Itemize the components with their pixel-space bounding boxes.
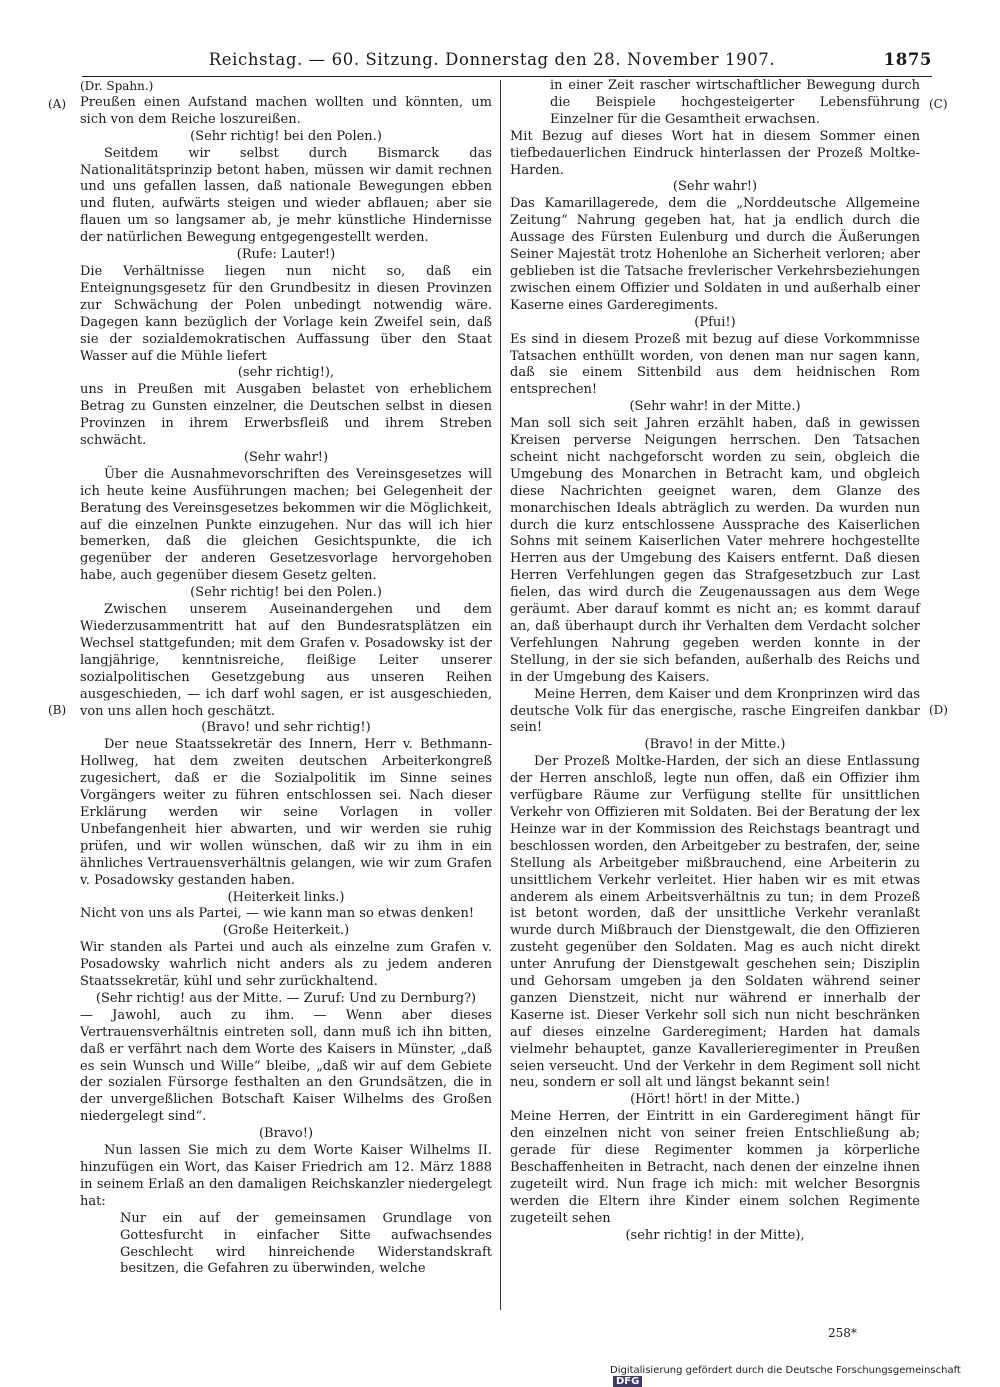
interjection: (Bravo!) <box>258 1126 314 1142</box>
quotation: Nur ein auf der gemeinsamen Grundlage von Gottesfurcht in einfacher Sitte aufwachsendes Geschlecht wird hinreichende Widerstandskraft besitzen, die Gefahren zu überwinden, welche <box>120 1210 492 1277</box>
margin-marker-a: (A) <box>48 97 67 111</box>
interjection: (Sehr wahr!) <box>243 449 329 465</box>
interjection: (Sehr richtig! bei den Polen.) <box>190 128 382 144</box>
left-column <box>80 78 492 1278</box>
paragraph: Der neue Staatssekretär des Innern, Herr v. Bethmann-Hollweg, hat dem zweiten deutschen Arbeiterkongreß zugesichert, daß er die Sozialpolitik im Sinne seines Vorgängers weiter zu führen entschlossen sei. Nach dieser Erklärung werden wir seine Vorlagen in voller Unbefangenheit hier abwarten, und wir werden sie ruhig prüfen, und wir wollen wünschen, daß wir zu ihm in ein ähnliches Vertrauensverhältnis gelangen, wie wir zum Grafen v. Posadowsky gestanden haben. <box>80 737 492 888</box>
speaker-label: (Dr. Spahn.) <box>80 79 154 93</box>
paragraph: Zwischen unserem Auseinandergehen und dem Wiederzusammentritt hat auf den Bundesratsplätzen ein Wechsel stattgefunden; mit dem Grafen v. Posadowsky ist der langjährige, kenntnisreiche, fleißige Leiter unserer sozialpolitischen Gesetzgebung aus unseren Reihen ausgeschieden, — ich darf wohl sagen, er ist ausgeschieden, von uns allen hoch geschätzt. <box>80 602 492 719</box>
funding-note: Digitalisierung gefördert durch die Deutsche Forschungsgemeinschaft <box>610 1365 961 1376</box>
dfg-logo-icon: DFG <box>613 1376 642 1387</box>
interjection: (sehr richtig! in der Mitte), <box>625 1227 805 1243</box>
page-header <box>52 50 932 78</box>
paragraph: Meine Herren, dem Kaiser und dem Kronprinzen wird das deutsche Volk für das energische, rasche Eingreifen dankbar sein! <box>510 686 920 736</box>
paragraph: Preußen einen Aufstand machen wollten und könnten, um sich von dem Reiche loszureißen. <box>80 94 492 127</box>
interjection: (Große Heiterkeit.) <box>222 923 350 939</box>
paragraph: Wir standen als Partei und auch als einzelne zum Grafen v. Posadowsky wahrlich nicht anders als zu jedem anderen Staatssekretär, kühl und sehr zurückhaltend. <box>80 940 492 990</box>
margin-marker-d: (D) <box>929 703 948 717</box>
interjection: (Hört! hört! in der Mitte.) <box>630 1092 800 1108</box>
paragraph: uns in Preußen mit Ausgaben belastet von erheblichem Betrag zu Gunsten einzelner, die Deutschen selbst in diesen Provinzen in ihrem Erwerbsfleiß und ihrem Streben schwächt. <box>80 382 492 449</box>
interjection: (Pfui!) <box>694 314 736 330</box>
paragraph: Nicht von uns als Partei, — wie kann man so etwas denken! <box>80 906 475 922</box>
column-divider <box>500 80 501 1310</box>
right-column <box>510 78 920 1245</box>
interjection: (Rufe: Lauter!) <box>236 247 336 263</box>
footer <box>610 1365 990 1387</box>
paragraph: Mit Bezug auf dieses Wort hat in diesem Sommer einen tiefbedauerlichen Eindruck hinterlassen der Prozeß Moltke-Harden. <box>510 128 920 178</box>
running-title: Reichstag. — 60. Sitzung. Donnerstag den 28. November 1907. <box>208 50 776 69</box>
page-number: 1875 <box>883 50 932 69</box>
paragraph: Die Verhältnisse liegen nun nicht so, daß ein Enteignungsgesetz für den Grundbesitz in diesen Provinzen zur Schwächung der Polen unbedingt notwendig wäre. Dagegen kann bezüglich der Vorlage kein Zweifel sein, daß sie der sozialdemokratischen Auffassung über den Staat Wasser auf die Mühle liefert <box>80 263 492 364</box>
paragraph: Nun lassen Sie mich zu dem Worte Kaiser Wilhelms II. hinzufügen ein Wort, das Kaiser Friedrich am 12. März 1888 in seinem Erlaß an den damaligen Reichskanzler niedergelegt hat: <box>80 1143 492 1209</box>
paragraph: Das Kamarillagerede, dem die „Norddeutsche Allgemeine Zeitung“ Nahrung gegeben hat, hat ja endlich durch die Aussage des Fürsten Eulenburg und durch die Äußerungen Seiner Majestät trotz Hohenlohe an Sicherheit verloren; aber geblieben ist die Tatsache frevlerischer Verkehrsbeziehungen zwischen einem Offizier und Soldaten in und außerhalb einer Kaserne eines Garderegiments. <box>510 196 920 313</box>
paragraph: Man soll sich seit Jahren erzählt haben, daß in gewissen Kreisen perverse Neigungen herrschen. Den Tatsachen scheint nicht nachgeforscht worden zu sein, obgleich die Umgebung des Monarchen in Betracht kam, und obgleich diese Nachrichten geeignet waren, dem Glanze des monarchischen Ideals abträglich zu werden. Da wurden nun durch die kurz entschlossene Aussprache des Kaiserlichen Sohns mit seinem Kaiserlichen Vater mehrere hochgestellte Herren aus der Umgebung des Kaisers entfernt. Daß diesen Herren Verfehlungen gegen das Strafgesetzbuch zur Last fielen, das wird durch die Zeugenaussagen aus dem Wege geräumt. Aber darauf kommt es nicht an; es kommt darauf an, daß überhaupt durch ihr Verhalten dem Verdacht solcher Verfehlungen Nahrung gegeben werden konnte in der Stellung, in der sie sich befanden, außerhalb des Reichs und in der Umgebung des Kaisers. <box>510 416 920 685</box>
signature-mark: 258* <box>828 1326 857 1340</box>
paragraph: Seitdem wir selbst durch Bismarck das Nationalitätsprinzip betont haben, müssen wir damit rechnen und uns gefallen lassen, daß nationale Bewegungen ebben und fluten, aufwärts steigen und wieder abflauen; aber sie flauen um so langsamer ab, je mehr künstliche Hindernisse der natürlichen Bewegung entgegengestellt werden. <box>80 145 492 246</box>
interjection: (Heiterkeit links.) <box>227 889 345 905</box>
margin-marker-c: (C) <box>929 97 948 111</box>
interjection: (Sehr wahr! in der Mitte.) <box>629 399 801 415</box>
paragraph: Der Prozeß Moltke-Harden, der sich an diese Entlassung der Herren anschloß, legte nun offen, daß ein Offizier ihm verfügbare Räume zur Verfügung stellte für unsittlichen Verkehr von Offizieren mit Soldaten. Bei der Beratung der lex Heinze war in der Kommission des Reichstags beantragt und beschlossen worden, den Arbeitgeber zu bestrafen, der, seine Stellung als Arbeitgeber mißbrauchend, eine Arbeiterin zu unsittlichem Verkehr verleitet. Hier haben wir es mit etwas anderem als einem Arbeitsverhältnis zu tun; in dem Prozeß ist betont worden, daß der unsittliche Verkehr veranlaßt wurde durch Mißbrauch der Dienstgewalt, die den Offizieren zusteht gegenüber den Soldaten. Mag es auch nicht direkt unter Anrufung der Dienstgewalt geschehen sein; Disziplin und Gehorsam umgeben ja den Soldaten während seiner ganzen Dienstzeit, nicht nur während er innerhalb der Kaserne ist. Dieser Verkehr soll sich nun nicht beschränken auf dieses einzelne Garderegiment; Harden hat damals vielmehr behauptet, ganze Kavallerieregimenter in Preußen seien verseucht. Und der Verkehr in dem Regiment soll nicht neu, sondern er soll alt und längst bekannt sein! <box>510 754 920 1091</box>
margin-marker-b: (B) <box>48 703 67 717</box>
paragraph: Über die Ausnahmevorschriften des Vereinsgesetzes will ich heute keine Ausführungen machen; bei Gelegenheit der Beratung des Vereinsgesetzes bekommen wir die Möglichkeit, auf die einzelnen Punkte einzugehen. Nur das will ich hier bemerken, daß die gleichen Gesichtspunkte, die ich gegenüber der anderen Gesetzesvorlage hervorgehoben habe, auch gegenüber diesem Gesetz gelten. <box>80 466 492 584</box>
interjection: (Sehr wahr!) <box>672 179 758 195</box>
paragraph: Es sind in diesem Prozeß mit bezug auf diese Vorkommnisse Tatsachen enthüllt worden, von denen man nur sagen kann, daß sie einem Sittenbild aus dem heidnischen Rom entsprechen! <box>510 331 920 398</box>
quotation: in einer Zeit rascher wirtschaftlicher Bewegung durch die Beispiele hochgesteigerter Lebensführung Einzelner für die Gesamtheit erwachsen. <box>550 78 920 127</box>
interjection: (sehr richtig!), <box>237 365 335 381</box>
paragraph: Meine Herren, der Eintritt in ein Garderegiment hängt für den einzelnen nicht von seiner freien Entschließung ab; gerade für diese Regimenter kommen ja körperliche Beschaffenheiten in Betracht, nach denen der einzelne ihnen zugeteilt wird. Nun frage ich mich: mit welcher Besorgnis werden die Eltern ihre Kinder einem solchen Regimente zugeteilt sehen <box>510 1109 920 1226</box>
header-rule <box>82 76 932 77</box>
interjection: (Sehr richtig! aus der Mitte. — Zuruf: Und zu Dernburg?) <box>95 990 477 1006</box>
paragraph: — Jawohl, auch zu ihm. — Wenn aber dieses Vertrauensverhältnis eintreten soll, dann muß ich ihn bitten, daß er verfährt nach dem Worte des Kaisers in Münster, „daß es sein Wunsch und Wille“ bleibe, „daß wir auf dem Gebiete der sozialen Fürsorge festhalten an den Grundsätzen, die in der unvergeßlichen Botschaft Kaiser Wilhelms des Großen niedergelegt sind“. <box>80 1007 492 1125</box>
interjection: (Bravo! in der Mitte.) <box>644 737 786 753</box>
interjection: (Bravo! und sehr richtig!) <box>201 720 371 736</box>
interjection: (Sehr richtig! bei den Polen.) <box>190 585 382 601</box>
